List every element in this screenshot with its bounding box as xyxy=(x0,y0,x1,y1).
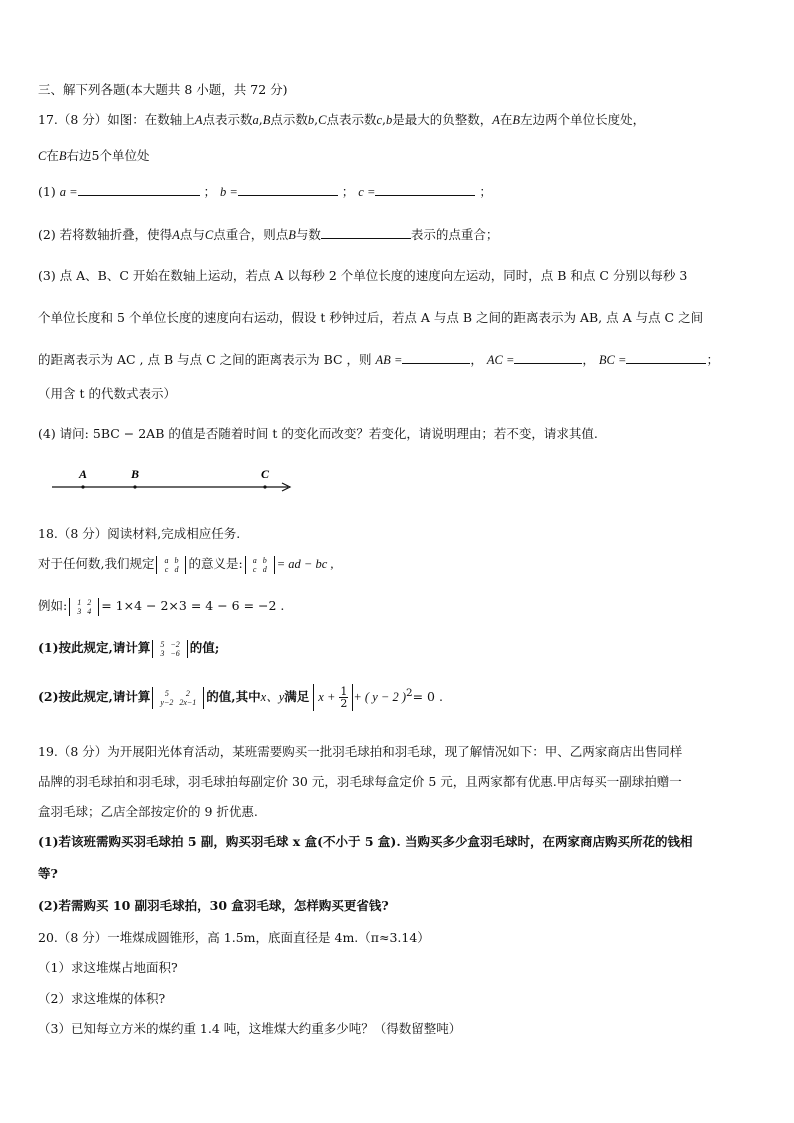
q19-line2: 品牌的羽毛球拍和羽毛球，羽毛球拍每副定价 30 元，羽毛球每盒定价 5 元，且两家都有优惠.甲店每买一副球拍赠一 xyxy=(38,774,682,789)
q18-example: 例如: 1 2 3 4 = 1×4 − 2×3 = 4 − 6 = −2 . xyxy=(38,597,285,616)
q17-part3-line3: 的距离表示为 AC , 点 B 与点 C 之间的距离表示为 BC ，则 AB = ， AC = ， BC = ； xyxy=(38,352,719,367)
q18-definition: 对于任何数,我们规定 a b c d 的意义是: a b c d = ad − bc , xyxy=(38,555,334,574)
q20-header: 20.（8 分）一堆煤成圆锥形，高 1.5m，底面直径是 4m.（π≈3.14） xyxy=(38,930,430,945)
q17-part1: (1) a = ； b = ； c = ； xyxy=(38,184,492,199)
q17-part2: (2) 若将数轴折叠，使得A点与C点重合，则点B与数 表示的点重合； xyxy=(38,227,499,242)
absolute-value: x + $\frac{1}{2}$ xyxy=(313,684,353,711)
section-heading: 三、解下列各题(本大题共 8 小题，共 72 分) xyxy=(38,82,288,97)
q20-part1: （1）求这堆煤占地面积? xyxy=(38,960,178,975)
point-C xyxy=(263,485,266,488)
point-label-C: C xyxy=(260,467,270,481)
q17-part3-line4: （用含 t 的代数式表示） xyxy=(38,386,176,401)
determinant-example: 1 2 3 4 xyxy=(69,598,99,616)
point-A xyxy=(81,485,84,488)
q17-part3-line1: (3) 点 A、B、C 开始在数轴上运动，若点 A 以每秒 2 个单位长度的速度向左运动，同时，点 B 和点 C 分别以每秒 3 xyxy=(38,268,688,283)
answer-blank-a[interactable] xyxy=(78,183,200,196)
answer-blank-ab[interactable] xyxy=(402,351,470,364)
q18-header: 18.（8 分）阅读材料,完成相应任务. xyxy=(38,526,241,541)
q17-part3-line2: 个单位长度和 5 个单位长度的速度向右运动，假设 t 秒钟过后，若点 A 与点 B 之间的距离表示为 AB, 点 A 与点 C 之间 xyxy=(38,310,704,325)
q19-part2: (2)若需购买 10 副羽毛球拍，30 盒羽毛球，怎样购买更省钱? xyxy=(38,898,389,913)
fraction-half: $\frac{1}{2}$ xyxy=(340,685,348,710)
q19-part1-line1: (1)若该班需购买羽毛球拍 5 副，购买羽毛球 x 盒(不小于 5 盒). 当购买多少盒羽毛球时，在两家商店购买所花的钱相 xyxy=(38,834,693,849)
q17-part4: (4) 请问: 5BC − 2AB 的值是否随着时间 t 的变化而改变？若变化，请说明理由；若不变，请求其值. xyxy=(38,426,598,441)
q20-part2: （2）求这堆煤的体积? xyxy=(38,991,166,1006)
determinant-p2: 5 2 y−2 2x−1 xyxy=(152,687,204,709)
q17-line2: C在B右边5个单位处 xyxy=(38,148,150,163)
q19-part1-line2: 等? xyxy=(38,866,58,881)
q18-part2: (2)按此规定,请计算 5 2 y−2 2x−1 的值,其中x、y满足 x + $\frac{1}{2}$ + ( y − 2 )$^2$= 0 . xyxy=(38,685,443,710)
answer-blank-b[interactable] xyxy=(238,183,338,196)
number-line xyxy=(50,462,300,498)
answer-blank-ac[interactable] xyxy=(514,351,582,364)
point-label-A: A xyxy=(78,467,88,481)
determinant-p1: 5 −2 3 −6 xyxy=(152,640,187,658)
point-B xyxy=(133,485,136,488)
answer-blank-fold[interactable] xyxy=(321,226,411,239)
q20-part3: （3）已知每立方米的煤约重 1.4 吨，这堆煤大约重多少吨？（得数留整吨） xyxy=(38,1021,462,1036)
q17-header: 17.（8 分）如图：在数轴上 xyxy=(38,112,195,127)
q18-part1: (1)按此规定,请计算 5 −2 3 −6 的值; xyxy=(38,639,220,658)
q19-line3: 盒羽毛球；乙店全部按定价的 9 折优惠. xyxy=(38,804,258,819)
determinant-abcd-2: a b c d xyxy=(245,556,275,574)
answer-blank-bc[interactable] xyxy=(626,351,706,364)
determinant-abcd: a b c d xyxy=(156,556,186,574)
q19-line1: 19.（8 分）为开展阳光体育活动，某班需要购买一批羽毛球拍和羽毛球，现了解情况如下：甲、乙两家商店出售同样 xyxy=(38,744,683,759)
q17-line1: 17.（8 分）如图：在数轴上A点表示数a,B点示数b,C点表示数c,b是最大的负整数，A在B左边两个单位长度处， xyxy=(38,112,646,127)
point-label-B: B xyxy=(130,467,140,481)
answer-blank-c[interactable] xyxy=(375,183,475,196)
